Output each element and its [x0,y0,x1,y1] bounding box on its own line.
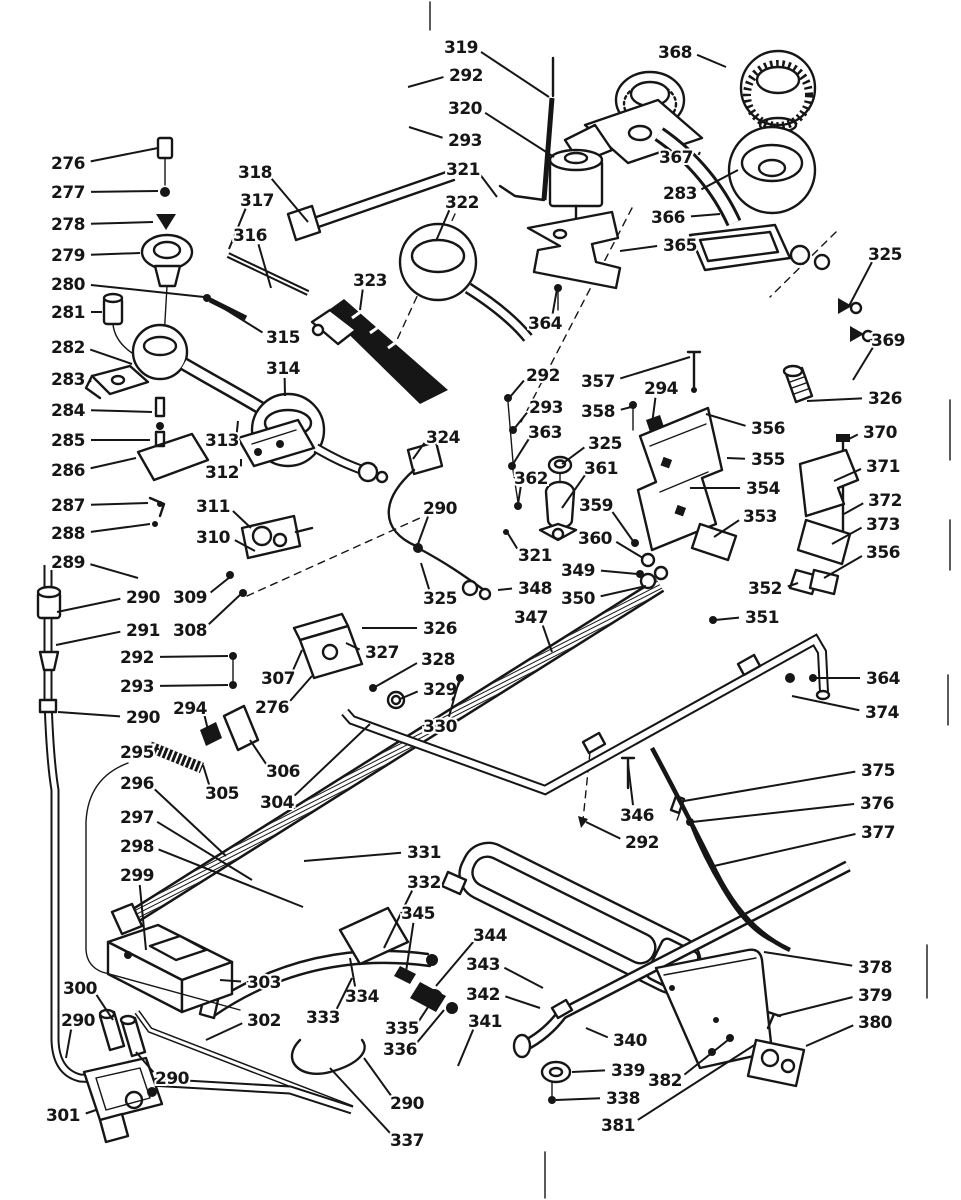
leader-line [691,214,720,216]
leader-line [692,804,854,822]
leader-line [409,127,443,138]
part-label: 314 [266,359,300,380]
part-label: 284 [51,401,85,422]
leader-line [556,1098,600,1100]
part-label: 333 [306,1008,340,1029]
leader-line [572,1070,605,1072]
part-label: 287 [51,496,85,517]
part-label: 351 [745,608,779,629]
part-label: 363 [528,423,562,444]
leader-line [91,253,140,255]
part-label: 278 [51,215,85,236]
part-label: 345 [401,904,435,925]
leader-line [764,952,852,966]
part-label: 344 [473,926,507,947]
leader-line [481,52,549,97]
shield-panel-bottom-right [652,748,804,1086]
leader-line [505,996,540,1008]
part-label: 368 [658,43,692,64]
part-label: 290 [155,1069,189,1090]
part-label: 356 [751,419,785,440]
leader-line [697,55,726,67]
part-label: 304 [260,793,294,814]
part-label: 315 [266,328,300,349]
part-label: 303 [247,973,281,994]
leader-line [211,577,230,593]
leader-line [56,632,120,645]
leader-line [91,148,158,161]
leader-line [510,381,524,397]
leader-line [727,458,745,459]
part-label: 294 [644,379,678,400]
part-label: 371 [866,457,900,478]
part-label: 359 [579,496,613,517]
part-label: 349 [561,561,595,582]
leader-line [481,175,497,197]
leader-line [58,712,120,716]
leader-line [209,594,241,624]
leader-line [90,350,132,364]
leader-line [518,487,521,504]
leader-line [375,663,417,687]
part-label: 348 [518,579,552,600]
part-label: 347 [514,608,548,629]
leader-line [91,191,158,192]
part-label: 308 [173,621,207,642]
part-label: 286 [51,461,85,482]
leader-line [806,1025,853,1046]
part-label: 376 [860,794,894,815]
part-label: 327 [365,643,399,664]
leader-line [504,968,543,988]
part-label: 323 [353,271,387,292]
part-label: 292 [526,366,560,387]
part-label: 336 [383,1040,417,1061]
part-label: 353 [743,507,777,528]
part-label: 350 [561,589,595,610]
leader-line [586,1028,608,1037]
part-label: 293 [120,677,154,698]
part-label: 374 [865,703,899,724]
part-label: 276 [51,154,85,175]
leader-line [418,517,428,544]
part-label: 292 [120,648,154,669]
part-label: 326 [868,389,902,410]
part-label: 325 [868,245,902,266]
part-label: 316 [233,226,267,247]
part-label: 312 [205,463,239,484]
part-label: 313 [205,431,239,452]
part-label: 330 [423,717,457,738]
part-label: 373 [866,515,900,536]
part-label: 281 [51,303,85,324]
leader-line [612,512,633,541]
part-label: 293 [448,131,482,152]
part-label: 329 [423,680,457,701]
part-label: 296 [120,774,154,795]
leader-line [514,413,527,429]
leader-line [844,503,863,514]
part-label: 341 [468,1012,502,1033]
part-label: 337 [390,1131,424,1152]
part-label: 291 [126,621,160,642]
part-label: 342 [466,985,500,1006]
part-label: 277 [51,183,85,204]
part-label: 300 [63,979,97,1000]
part-label: 381 [601,1116,635,1137]
part-label: 325 [423,589,457,610]
part-label: 331 [407,843,441,864]
leader-line [91,458,136,468]
leader-line [498,589,512,590]
part-label: 321 [518,546,552,567]
part-label: 318 [238,163,272,184]
part-label: 290 [423,499,457,520]
part-label: 332 [407,873,441,894]
leader-line [620,246,657,251]
part-label: 340 [613,1031,647,1052]
leader-line [620,357,690,378]
part-label: 294 [173,699,207,720]
part-label: 343 [466,955,500,976]
part-label: 369 [871,331,905,352]
part-label: 317 [240,191,274,212]
leader-line [601,571,638,574]
part-label: 311 [196,497,230,518]
part-label: 310 [196,528,230,549]
leader-line [421,563,429,589]
leader-line [212,301,262,332]
leader-line [586,822,620,839]
leader-line [849,262,872,306]
part-label: 377 [861,823,895,844]
part-label: 290 [126,588,160,609]
part-label: 356 [866,543,900,564]
part-label: 297 [120,808,154,829]
leader-line [360,289,363,310]
leader-line [684,772,855,801]
leader-line [507,532,517,549]
leader-line [807,398,862,401]
leader-line [458,1030,473,1066]
part-label: 372 [868,491,902,512]
part-label: 335 [385,1019,419,1040]
part-label: 292 [449,66,483,87]
part-label: 299 [120,866,154,887]
part-label: 365 [663,236,697,257]
leader-line [553,289,557,314]
right-side-fasteners [798,434,858,594]
part-label: 382 [648,1071,682,1092]
leader-line [562,447,584,464]
part-label: 305 [205,784,239,805]
part-label: 361 [584,459,618,480]
part-label: 357 [581,372,615,393]
part-label: 362 [514,469,548,490]
leader-line [777,997,853,1016]
part-label: 302 [247,1011,281,1032]
part-label: 360 [578,529,612,550]
leader-line [233,511,251,528]
part-label: 282 [51,338,85,359]
part-label: 306 [266,762,300,783]
part-label: 301 [46,1106,80,1127]
leader-line [715,618,739,620]
leader-line [66,1030,71,1058]
leader-line [91,503,148,505]
leader-line [413,443,424,459]
part-label: 346 [620,806,654,827]
part-label: 280 [51,275,85,296]
part-label: 290 [61,1011,95,1032]
leader-line [57,599,120,612]
part-label: 276 [255,698,289,719]
leader-line [160,685,228,686]
part-label: 354 [746,479,780,500]
part-label: 292 [625,833,659,854]
part-label: 290 [126,708,160,729]
part-label: 288 [51,524,85,545]
part-label: 293 [529,398,563,419]
part-label: 364 [866,669,900,690]
part-label: 285 [51,431,85,452]
part-label: 322 [445,193,479,214]
leader-line [91,222,153,224]
leader-line [86,1110,96,1114]
leader-line [485,113,554,157]
part-label: 338 [606,1089,640,1110]
leader-line [616,542,643,558]
leader-line [90,564,138,578]
part-label: 295 [120,743,154,764]
part-label: 355 [751,450,785,471]
part-label: 358 [581,402,615,423]
leader-line [91,524,150,532]
leader-line [714,834,855,866]
leader-line [699,152,700,155]
leader-line [364,1058,391,1096]
part-label: 324 [426,428,460,449]
part-label: 289 [51,553,85,574]
part-label: 352 [748,579,782,600]
part-label: 309 [173,588,207,609]
leader-line [408,77,443,87]
part-label: 298 [120,837,154,858]
part-label: 321 [446,160,480,181]
part-label: 364 [528,314,562,335]
leader-line [203,765,209,785]
leader-line [417,1010,444,1042]
part-label: 370 [863,423,897,444]
part-label: 334 [345,987,379,1008]
leader-line [293,650,302,670]
leader-line [91,410,152,412]
leader-line [160,656,228,657]
part-label: 283 [51,370,85,391]
part-label: 307 [261,669,295,690]
part-label: 326 [423,619,457,640]
leader-line [853,348,873,380]
leader-line [206,1023,242,1040]
part-label: 279 [51,246,85,267]
part-label: 328 [421,650,455,671]
part-label: 379 [858,986,892,1007]
part-label: 320 [448,99,482,120]
part-label: 283 [663,184,697,205]
part-label: 290 [390,1094,424,1115]
part-label: 378 [858,958,892,979]
part-label: 375 [861,761,895,782]
part-label: 319 [444,38,478,59]
leader-line [250,740,266,764]
part-label: 367 [659,148,693,169]
leader-line [513,439,529,464]
part-label: 380 [858,1013,892,1034]
leader-line [90,380,91,382]
part-label: 325 [588,434,622,455]
leader-line [304,853,401,861]
part-label: 339 [611,1061,645,1082]
part-label: 366 [651,208,685,229]
leader-line [258,244,271,288]
